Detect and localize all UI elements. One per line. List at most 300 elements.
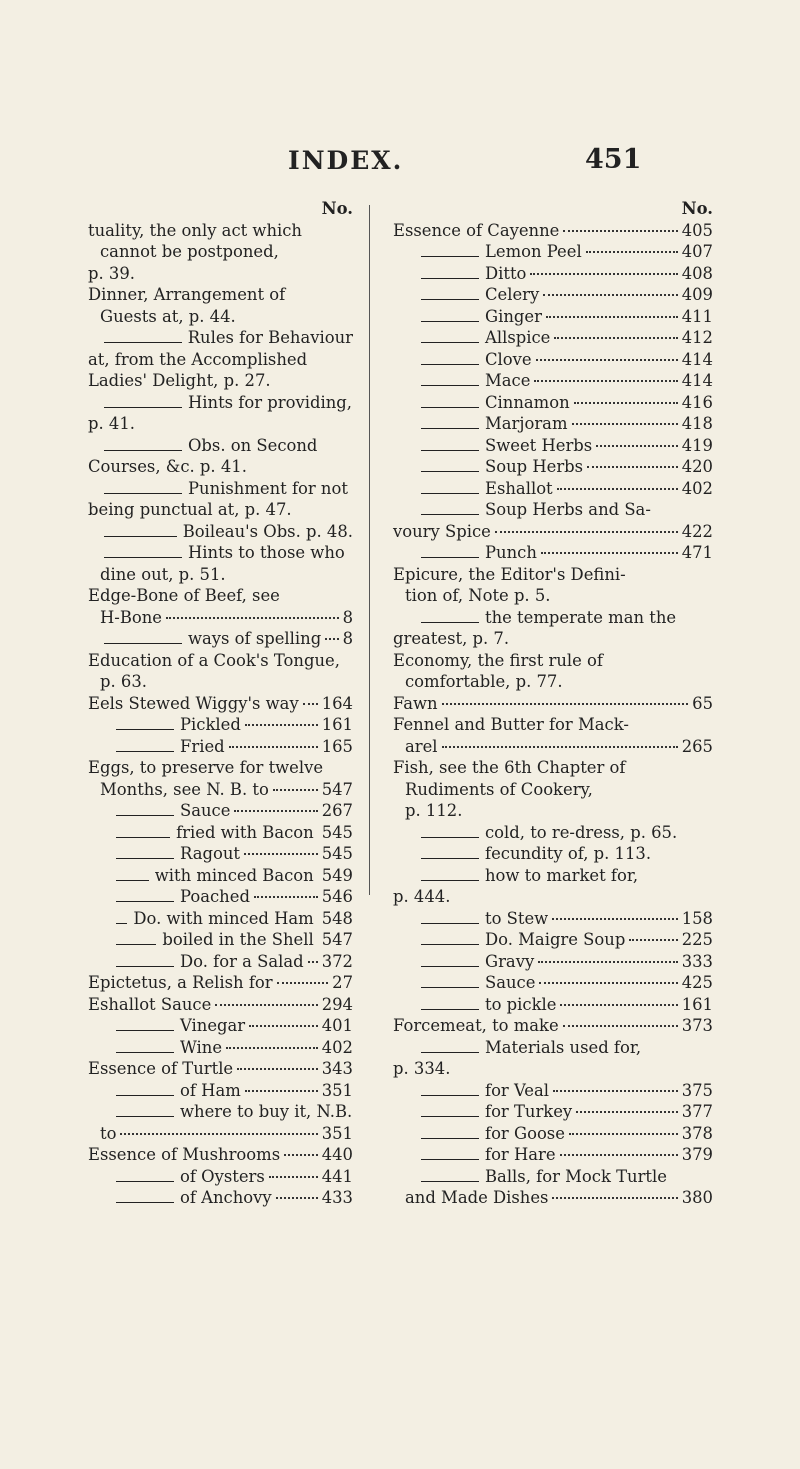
index-entry-text: p. 112. bbox=[405, 801, 463, 820]
ditto-rule bbox=[421, 364, 479, 365]
dot-leader bbox=[552, 918, 677, 920]
dot-leader bbox=[308, 961, 318, 963]
ditto-rule bbox=[116, 858, 174, 859]
dot-leader bbox=[563, 1025, 678, 1027]
index-entry-number: 378 bbox=[681, 1123, 713, 1143]
index-entry bbox=[88, 671, 353, 693]
index-entry bbox=[393, 564, 713, 586]
index-entry bbox=[88, 1123, 353, 1145]
index-entry bbox=[393, 1187, 713, 1209]
dot-leader bbox=[234, 810, 317, 812]
ditto-rule bbox=[116, 1181, 174, 1182]
index-entry bbox=[393, 800, 713, 822]
index-entry-text: Do. for a Salad bbox=[180, 951, 304, 971]
index-entry-number: 372 bbox=[321, 951, 353, 971]
index-entry-text: cannot be postponed, bbox=[100, 242, 279, 261]
index-entry-number: 161 bbox=[681, 994, 713, 1014]
index-entry-text: Punch bbox=[485, 543, 537, 562]
index-entry-text: at, from the Accomplished bbox=[88, 349, 308, 369]
index-entry bbox=[88, 865, 353, 887]
ditto-rule bbox=[104, 342, 182, 343]
index-entry-text: Fawn bbox=[393, 693, 438, 713]
ditto-rule bbox=[421, 471, 479, 472]
index-entry bbox=[88, 220, 353, 242]
index-entry-number: 407 bbox=[681, 242, 713, 261]
index-entry-number: 414 bbox=[681, 371, 713, 390]
index-entry-text: Eshallot bbox=[485, 478, 553, 498]
index-entry bbox=[393, 929, 713, 951]
ditto-rule bbox=[421, 944, 479, 945]
index-entry-text: Mace bbox=[485, 371, 531, 390]
index-entry-text: Fish, see the 6th Chapter of bbox=[393, 758, 626, 777]
index-entry bbox=[88, 413, 353, 435]
dot-leader bbox=[572, 423, 678, 425]
index-entry-text: comfortable, p. 77. bbox=[405, 672, 563, 691]
index-entry-text: Allspice bbox=[485, 328, 551, 347]
index-entry-number: 433 bbox=[321, 1188, 353, 1207]
index-entry-text: of Ham bbox=[180, 1080, 241, 1100]
index-entry bbox=[393, 499, 713, 521]
dot-leader bbox=[495, 531, 678, 533]
index-entry bbox=[88, 800, 353, 822]
index-entry-text: Fennel and Butter for Mack- bbox=[393, 715, 629, 734]
index-entry-number: 420 bbox=[681, 457, 713, 476]
dot-leader bbox=[553, 1090, 678, 1092]
index-entry-text: Soup Herbs bbox=[485, 457, 584, 476]
index-entry-number: 8 bbox=[342, 629, 353, 648]
index-entry-text: where to buy it, N.B. bbox=[180, 1102, 353, 1121]
index-entry bbox=[393, 1101, 713, 1123]
index-entry-number: 547 bbox=[321, 930, 353, 949]
dot-leader bbox=[303, 703, 318, 705]
index-entries-right bbox=[393, 220, 713, 1209]
dot-leader bbox=[277, 982, 329, 984]
index-entry-text: for Hare bbox=[485, 1145, 556, 1164]
column-heading-no: No. bbox=[321, 199, 353, 218]
index-entry-number: 422 bbox=[681, 521, 713, 541]
ditto-rule bbox=[116, 901, 174, 902]
index-entry bbox=[393, 908, 713, 930]
index-entry-number: 375 bbox=[681, 1080, 713, 1100]
index-entry-text: p. 63. bbox=[100, 672, 147, 691]
dot-leader bbox=[538, 961, 677, 963]
index-entry-text: voury Spice bbox=[393, 521, 491, 541]
index-entry bbox=[88, 585, 353, 607]
index-entry-number: 351 bbox=[321, 1123, 353, 1143]
index-entry bbox=[88, 779, 353, 801]
index-entry bbox=[88, 1187, 353, 1209]
index-entry-text: cold, to re-dress, p. 65. bbox=[485, 822, 678, 842]
ditto-rule bbox=[421, 1095, 479, 1096]
ditto-rule bbox=[421, 622, 479, 623]
index-entry bbox=[88, 650, 353, 672]
index-entry bbox=[88, 886, 353, 908]
ditto-rule bbox=[116, 1202, 174, 1203]
ditto-rule bbox=[421, 342, 479, 343]
index-entry-text: Marjoram bbox=[485, 414, 568, 433]
index-entry bbox=[88, 929, 353, 951]
index-entry bbox=[393, 671, 713, 693]
dot-leader bbox=[574, 402, 678, 404]
ditto-rule bbox=[421, 966, 479, 967]
index-entry bbox=[88, 241, 353, 263]
index-entry-number: 414 bbox=[681, 349, 713, 369]
index-entry bbox=[88, 1166, 353, 1188]
index-entry bbox=[393, 1166, 713, 1188]
index-entry-number: 165 bbox=[321, 736, 353, 756]
ditto-rule bbox=[421, 1138, 479, 1139]
index-entry-number: 161 bbox=[321, 715, 353, 734]
ditto-rule bbox=[116, 815, 174, 816]
index-entry-number: 401 bbox=[321, 1016, 353, 1035]
index-entry-text: Rudiments of Cookery, bbox=[405, 779, 593, 799]
index-entry-number: 267 bbox=[321, 801, 353, 820]
index-entry-text: Pickled bbox=[180, 715, 241, 734]
index-entry-text: to bbox=[100, 1123, 117, 1143]
ditto-rule bbox=[116, 1095, 174, 1096]
index-entry-text: p. 444. bbox=[393, 887, 451, 906]
index-entry-text: Ditto bbox=[485, 263, 527, 283]
index-entry bbox=[393, 822, 713, 844]
index-entry bbox=[88, 306, 353, 328]
index-entry-text: dine out, p. 51. bbox=[100, 564, 226, 584]
index-entry bbox=[88, 499, 353, 521]
index-entry-text: Guests at, p. 44. bbox=[100, 306, 236, 326]
index-entry bbox=[393, 757, 713, 779]
index-entry-text: Sweet Herbs bbox=[485, 435, 593, 455]
index-entry-text: p. 39. bbox=[88, 263, 135, 283]
index-entry-text: arel bbox=[405, 736, 438, 756]
index-entry-text: Hints for providing, bbox=[188, 392, 352, 412]
index-entry-text: Do. with minced Ham bbox=[133, 908, 314, 928]
index-entry-text: Epicure, the Editor's Defini- bbox=[393, 564, 626, 584]
index-entry bbox=[88, 521, 353, 543]
index-entry bbox=[88, 478, 353, 500]
dot-leader bbox=[576, 1111, 678, 1113]
index-entry bbox=[393, 263, 713, 285]
index-entry bbox=[393, 585, 713, 607]
index-entries-left bbox=[88, 220, 353, 1209]
index-entry-text: Essence of Turtle bbox=[88, 1059, 234, 1078]
dot-leader bbox=[273, 789, 318, 791]
index-entry bbox=[88, 435, 353, 457]
index-entry bbox=[88, 327, 353, 349]
page-header-title: INDEX. bbox=[288, 146, 404, 175]
index-entry-number: 333 bbox=[681, 951, 713, 971]
index-entry-number: 380 bbox=[681, 1188, 713, 1207]
ditto-rule bbox=[116, 837, 170, 838]
index-entry-text: Rules for Behaviour bbox=[187, 328, 353, 347]
index-entry-text: Soup Herbs and Sa- bbox=[485, 500, 651, 519]
index-entry-number: 545 bbox=[321, 822, 353, 842]
dot-leader bbox=[442, 703, 689, 705]
dot-leader bbox=[596, 445, 678, 447]
index-entry-number: 65 bbox=[692, 693, 713, 713]
index-entry-number: 549 bbox=[321, 865, 353, 885]
index-entry-text: greatest, p. 7. bbox=[393, 629, 510, 648]
index-entry bbox=[393, 521, 713, 543]
ditto-rule bbox=[116, 1030, 174, 1031]
index-entry-text: for Goose bbox=[485, 1123, 565, 1143]
dot-leader bbox=[569, 1133, 678, 1135]
index-entry-text: fecundity of, p. 113. bbox=[485, 844, 652, 863]
index-entry bbox=[393, 478, 713, 500]
index-entry bbox=[393, 994, 713, 1016]
index-entry-text: Eshallot Sauce bbox=[88, 994, 212, 1014]
index-entry-number: 411 bbox=[681, 306, 713, 326]
ditto-rule bbox=[116, 944, 156, 945]
index-entry-text: Months, see N. B. to bbox=[100, 779, 269, 799]
ditto-rule bbox=[116, 1116, 174, 1117]
index-entry-text: Poached bbox=[180, 887, 250, 906]
dot-leader bbox=[541, 552, 678, 554]
index-entry bbox=[393, 327, 713, 349]
index-entry-number: 471 bbox=[681, 543, 713, 562]
dot-leader bbox=[629, 939, 677, 941]
dot-leader bbox=[552, 1197, 677, 1199]
ditto-rule bbox=[421, 278, 479, 279]
ditto-rule bbox=[116, 923, 127, 924]
index-entry-number: 164 bbox=[321, 693, 353, 713]
index-entry bbox=[88, 1015, 353, 1037]
index-entry bbox=[393, 349, 713, 371]
dot-leader bbox=[249, 1025, 318, 1027]
index-entry-text: and Made Dishes bbox=[405, 1188, 549, 1207]
dot-leader bbox=[563, 230, 677, 232]
index-entry bbox=[393, 972, 713, 994]
index-entry-number: 548 bbox=[321, 908, 353, 928]
ditto-rule bbox=[421, 858, 479, 859]
dot-leader bbox=[276, 1197, 318, 1199]
index-entry bbox=[88, 843, 353, 865]
index-entry-text: Eels Stewed Wiggy's way bbox=[88, 693, 299, 713]
index-entry-text: p. 334. bbox=[393, 1059, 451, 1078]
index-entry bbox=[88, 972, 353, 994]
dot-leader bbox=[586, 251, 678, 253]
index-entry-text: Essence of Cayenne bbox=[393, 220, 560, 240]
index-entry bbox=[393, 1123, 713, 1145]
index-entry-text: for Veal bbox=[485, 1080, 550, 1100]
column-divider bbox=[369, 205, 370, 895]
ditto-rule bbox=[421, 299, 479, 300]
ditto-rule bbox=[421, 321, 479, 322]
index-entry-number: 419 bbox=[681, 435, 713, 455]
index-entry bbox=[88, 607, 353, 629]
ditto-rule bbox=[421, 1052, 479, 1053]
index-entry bbox=[393, 843, 713, 865]
index-entry-number: 408 bbox=[681, 263, 713, 283]
dot-leader bbox=[269, 1176, 318, 1178]
index-entry bbox=[393, 306, 713, 328]
index-entry-number: 402 bbox=[681, 478, 713, 498]
index-entry-text: for Turkey bbox=[485, 1102, 573, 1121]
index-entry-number: 416 bbox=[681, 392, 713, 412]
index-entry bbox=[393, 456, 713, 478]
index-entry bbox=[88, 628, 353, 650]
ditto-rule bbox=[421, 385, 479, 386]
index-entry bbox=[393, 779, 713, 801]
index-entry bbox=[88, 392, 353, 414]
ditto-rule bbox=[104, 407, 182, 408]
index-entry bbox=[88, 284, 353, 306]
index-entry-text: p. 41. bbox=[88, 414, 135, 433]
index-entry-text: the temperate man the bbox=[485, 607, 677, 627]
dot-leader bbox=[245, 1090, 318, 1092]
index-entry-number: 343 bbox=[321, 1059, 353, 1078]
dot-leader bbox=[229, 746, 318, 748]
index-entry bbox=[88, 370, 353, 392]
index-entry bbox=[393, 886, 713, 908]
index-entry bbox=[88, 349, 353, 371]
index-entry-number: 545 bbox=[321, 844, 353, 863]
index-entry bbox=[88, 1144, 353, 1166]
index-entry-text: with minced Bacon bbox=[154, 865, 314, 885]
ditto-rule bbox=[421, 987, 479, 988]
index-entry bbox=[88, 714, 353, 736]
ditto-rule bbox=[421, 1181, 479, 1182]
dot-leader bbox=[284, 1154, 318, 1156]
index-entry bbox=[88, 757, 353, 779]
index-entry bbox=[393, 542, 713, 564]
index-entry bbox=[393, 1037, 713, 1059]
ditto-rule bbox=[421, 1116, 479, 1117]
ditto-rule bbox=[104, 557, 182, 558]
ditto-rule bbox=[421, 923, 479, 924]
dot-leader bbox=[536, 359, 678, 361]
index-entry bbox=[393, 693, 713, 715]
index-entry-number: 158 bbox=[681, 908, 713, 928]
dot-leader bbox=[254, 896, 318, 898]
dot-leader bbox=[587, 466, 678, 468]
dot-leader bbox=[543, 294, 677, 296]
index-entry-text: Sauce bbox=[180, 801, 231, 820]
index-entry-text: Do. Maigre Soup bbox=[485, 930, 626, 949]
index-entry-number: 405 bbox=[681, 220, 713, 240]
index-entry-text: fried with Bacon bbox=[176, 822, 314, 842]
dot-leader bbox=[120, 1133, 317, 1135]
index-entry bbox=[393, 435, 713, 457]
ditto-rule bbox=[116, 1052, 174, 1053]
index-entry-text: Obs. on Second bbox=[188, 435, 318, 455]
index-entry-text: how to market for, bbox=[485, 865, 639, 885]
dot-leader bbox=[215, 1004, 317, 1006]
ditto-rule bbox=[421, 450, 479, 451]
index-entry bbox=[393, 951, 713, 973]
ditto-rule bbox=[421, 1159, 479, 1160]
dot-leader bbox=[237, 1068, 318, 1070]
index-entry-number: 225 bbox=[681, 930, 713, 949]
index-entry bbox=[393, 413, 713, 435]
index-entry-number: 409 bbox=[681, 285, 713, 304]
index-entry-text: Gravy bbox=[485, 951, 535, 971]
index-entry bbox=[88, 693, 353, 715]
index-entry bbox=[88, 736, 353, 758]
dot-leader bbox=[325, 638, 338, 640]
index-entry-text: Materials used for, bbox=[485, 1037, 642, 1057]
index-entry bbox=[393, 1144, 713, 1166]
index-entry-number: 547 bbox=[321, 779, 353, 799]
index-column-left bbox=[88, 198, 353, 1209]
index-entry bbox=[88, 822, 353, 844]
index-entry-number: 379 bbox=[681, 1145, 713, 1164]
index-entry-text: Vinegar bbox=[180, 1016, 246, 1035]
index-entry-text: Clove bbox=[485, 349, 532, 369]
ditto-rule bbox=[421, 880, 479, 881]
index-entry bbox=[393, 650, 713, 672]
index-entry-number: 8 bbox=[342, 607, 353, 627]
dot-leader bbox=[166, 617, 339, 619]
ditto-rule bbox=[116, 751, 174, 752]
index-entry bbox=[393, 220, 713, 242]
dot-leader bbox=[560, 1004, 677, 1006]
dot-leader bbox=[554, 337, 677, 339]
index-entry bbox=[393, 714, 713, 736]
index-entry bbox=[88, 1080, 353, 1102]
index-entry-text: of Anchovy bbox=[180, 1188, 272, 1207]
dot-leader bbox=[534, 380, 677, 382]
index-entry-text: ways of spelling bbox=[188, 629, 322, 648]
index-entry-number: 265 bbox=[681, 736, 713, 756]
index-entry-text: tion of, Note p. 5. bbox=[405, 586, 551, 605]
index-entry-text: Fried bbox=[180, 736, 225, 756]
dot-leader bbox=[539, 982, 677, 984]
index-entry bbox=[88, 456, 353, 478]
index-entry-text: Ginger bbox=[485, 306, 542, 326]
index-entry-text: Lemon Peel bbox=[485, 242, 582, 261]
ditto-rule bbox=[421, 557, 479, 558]
index-entry-text: Celery bbox=[485, 285, 540, 304]
index-entry-number: 373 bbox=[681, 1016, 713, 1035]
index-entry-text: Economy, the first rule of bbox=[393, 650, 603, 670]
index-entry-number: 402 bbox=[321, 1037, 353, 1057]
index-entry-text: Ladies' Delight, p. 27. bbox=[88, 371, 271, 390]
index-entry bbox=[393, 736, 713, 758]
dot-leader bbox=[546, 316, 678, 318]
dot-leader bbox=[226, 1047, 318, 1049]
index-entry-text: Boileau's Obs. p. 48. bbox=[182, 521, 353, 541]
index-entry-number: 418 bbox=[681, 414, 713, 433]
index-entry bbox=[88, 542, 353, 564]
index-entry-text: Epictetus, a Relish for bbox=[88, 973, 273, 992]
index-entry-number: 546 bbox=[321, 887, 353, 906]
index-entry-text: of Oysters bbox=[180, 1166, 265, 1186]
index-entry bbox=[88, 1058, 353, 1080]
column-heading-no: No. bbox=[681, 199, 713, 218]
index-entry bbox=[88, 1101, 353, 1123]
index-entry-text: Edge-Bone of Beef, see bbox=[88, 586, 280, 605]
index-entry-text: Ragout bbox=[180, 844, 240, 863]
index-entry-number: 441 bbox=[321, 1166, 353, 1186]
index-entry bbox=[393, 865, 713, 887]
dot-leader bbox=[245, 724, 318, 726]
ditto-rule bbox=[104, 643, 182, 644]
ditto-rule bbox=[421, 514, 479, 515]
index-entry-text: Balls, for Mock Turtle bbox=[485, 1166, 667, 1186]
index-entry bbox=[88, 564, 353, 586]
index-entry-number: 351 bbox=[321, 1080, 353, 1100]
ditto-rule bbox=[104, 536, 177, 537]
ditto-rule bbox=[421, 493, 479, 494]
ditto-rule bbox=[421, 837, 479, 838]
index-entry-text: Eggs, to preserve for twelve bbox=[88, 758, 324, 777]
index-entry bbox=[393, 1058, 713, 1080]
index-entry bbox=[393, 1015, 713, 1037]
ditto-rule bbox=[116, 966, 174, 967]
index-entry-text: Dinner, Arrangement of bbox=[88, 285, 286, 304]
index-entry-number: 425 bbox=[681, 973, 713, 992]
index-column-right bbox=[393, 198, 713, 1209]
index-entry bbox=[393, 284, 713, 306]
